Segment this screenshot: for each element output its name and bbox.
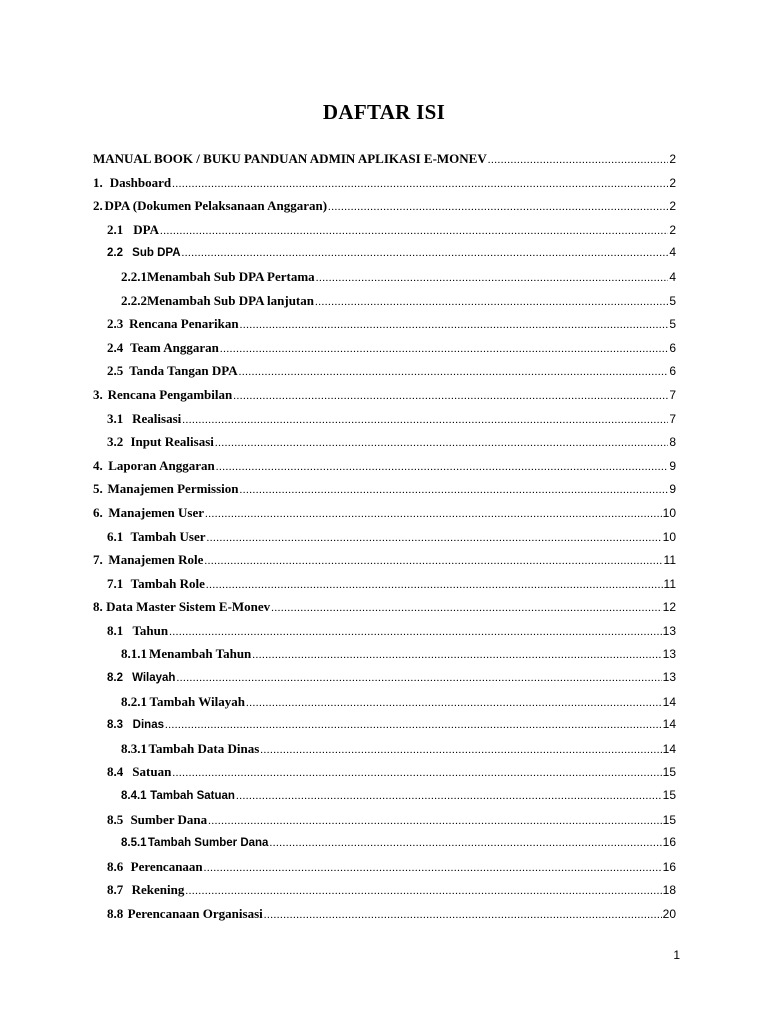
toc-entry-page: 11: [663, 576, 676, 591]
toc-entry-title: Tambah Wilayah: [149, 693, 245, 709]
toc-entry-page: 13: [662, 670, 676, 685]
toc-entry[interactable]: [93, 147, 676, 171]
dot-leader: [246, 692, 662, 716]
toc-entry-title: Perencanaan: [130, 858, 203, 874]
toc-entry[interactable]: [93, 477, 676, 501]
toc-entry-title: Menambah Sub DPA Pertama: [147, 268, 315, 284]
toc-entry-number: 7.: [93, 552, 103, 568]
dot-leader: [182, 242, 669, 266]
toc-entry-page: 14: [662, 741, 676, 756]
toc-entry[interactable]: [93, 808, 676, 832]
toc-entry[interactable]: [93, 383, 676, 407]
toc-entry-number: 1.: [93, 174, 103, 190]
page-title: DAFTAR ISI: [322, 100, 446, 124]
toc-entry-number: 8.7: [107, 882, 124, 898]
toc-entry[interactable]: [93, 548, 676, 572]
toc-entry-number: 2.2.2: [121, 292, 147, 308]
toc-entry-number: 8.: [93, 599, 103, 615]
toc-entry-title: Tambah Data Dinas: [148, 740, 260, 756]
toc-entry-number: 3.1: [107, 410, 124, 426]
toc-entry[interactable]: [93, 194, 676, 218]
toc-entry-title: Team Anggaran: [130, 339, 219, 355]
dot-leader: [252, 644, 661, 668]
dot-leader: [233, 385, 668, 409]
dot-leader: [271, 597, 661, 621]
toc-entry-title: Menambah Sub DPA lanjutan: [147, 292, 314, 308]
dot-leader: [204, 550, 662, 574]
toc-entry-title: Tambah User: [130, 528, 206, 544]
toc-entry-number: 8.1.1: [121, 646, 147, 662]
toc-entry-number: 8.4.1: [121, 790, 147, 803]
toc-entry-title: Manajemen Role: [108, 552, 204, 568]
toc-entry-title: Tahun: [132, 622, 169, 638]
toc-entry-number: 8.8: [107, 906, 124, 921]
toc-entry-page: 6: [669, 340, 676, 355]
dot-leader: [240, 314, 669, 338]
toc-entry-title: Menambah Tahun: [149, 646, 252, 662]
dot-leader: [260, 739, 661, 763]
toc-entry-page: 2: [669, 199, 676, 214]
toc-entry[interactable]: [93, 265, 676, 289]
toc-entry-title: Laporan Anggaran: [108, 457, 215, 473]
toc-entry-title: DPA (Dokumen Pelaksanaan Anggaran): [104, 198, 328, 214]
toc-entry-page: 5: [669, 293, 676, 308]
dot-leader: [172, 173, 668, 197]
toc-entry[interactable]: [93, 855, 676, 879]
toc-entry-title: Satuan: [132, 764, 172, 780]
dot-leader: [160, 220, 668, 244]
toc-entry-title: Tambah Sumber Dana: [147, 837, 269, 850]
toc-entry-title: Rekening: [131, 882, 185, 898]
toc-entry-number: 8.3: [107, 719, 123, 732]
toc-entry-title: DPA: [133, 221, 160, 237]
toc-entry-number: 2.4: [107, 339, 124, 355]
toc-entry-title: Manajemen User: [108, 504, 205, 520]
toc-entry-title: Realisasi: [132, 410, 182, 426]
toc-entry-title: Data Master Sistem E-Monev: [106, 599, 271, 615]
page-number: 1: [673, 948, 680, 962]
toc-entry[interactable]: [93, 878, 676, 902]
toc-entry-number: 3.2: [107, 434, 124, 450]
toc-entry[interactable]: [93, 218, 676, 242]
toc-entry[interactable]: [93, 831, 676, 855]
toc-entry[interactable]: [93, 760, 676, 784]
toc-entry-number: 8.5.1: [121, 837, 147, 850]
toc-entry-page: 15: [662, 765, 676, 780]
toc-entry-number: 8.5: [107, 811, 124, 827]
toc-entry[interactable]: [93, 525, 676, 549]
dot-leader: [236, 785, 662, 809]
dot-leader: [207, 527, 662, 551]
toc-entry[interactable]: [93, 336, 676, 360]
toc-entry-page: 7: [669, 387, 676, 402]
dot-leader: [169, 621, 662, 645]
toc-entry-page: 2: [669, 175, 676, 190]
dot-leader: [269, 832, 661, 856]
toc-entry-title: Perencanaan Organisasi: [127, 906, 263, 921]
toc-entry[interactable]: [93, 737, 676, 761]
toc-entry[interactable]: [93, 666, 676, 690]
toc-entry-number: 8.3.1: [121, 740, 147, 756]
toc-entry-page: 4: [669, 269, 676, 284]
toc-entry-page: 14: [662, 694, 676, 709]
toc-entry-number: 5.: [93, 481, 103, 497]
toc-entry-number: 8.1: [107, 622, 124, 638]
toc-entry-number: 6.: [93, 504, 103, 520]
toc-entry[interactable]: [93, 454, 676, 478]
toc-entry-page: 11: [663, 553, 676, 568]
toc-entry[interactable]: [93, 902, 676, 926]
toc-entry-title: Tambah Role: [130, 575, 205, 591]
toc-entry-page: 8: [669, 435, 676, 450]
dot-leader: [205, 503, 662, 527]
toc-entry-title: Sumber Dana: [130, 811, 208, 827]
toc-entry-number: 4.: [93, 457, 103, 473]
toc-entry-page: 6: [669, 364, 676, 379]
toc-entry-page: 7: [669, 411, 676, 426]
toc-entry-page: 4: [669, 245, 676, 260]
toc-entry-number: 7.1: [107, 575, 124, 591]
toc-entry-number: 2.5: [107, 363, 124, 379]
toc-entry[interactable]: [93, 359, 676, 383]
toc-entry-title: Dinas: [132, 719, 164, 732]
toc-entry-page: 5: [669, 317, 676, 332]
toc-entry-number: 2.3: [107, 316, 124, 332]
toc-entry[interactable]: [93, 289, 676, 313]
toc-entry[interactable]: [93, 430, 676, 454]
toc-entry[interactable]: [93, 312, 676, 336]
toc-entry[interactable]: [93, 642, 676, 666]
dot-leader: [204, 857, 662, 881]
toc-entry[interactable]: [93, 595, 676, 619]
toc-entry-page: 15: [662, 812, 676, 827]
dot-leader: [220, 338, 668, 362]
toc-entry-page: 13: [662, 623, 676, 638]
toc-entry-page: 16: [662, 835, 676, 850]
toc-entry-number: 8.6: [107, 858, 124, 874]
toc-entry-page: 18: [662, 883, 676, 898]
toc-entry-number: 8.2: [107, 672, 123, 685]
toc-entry[interactable]: [93, 690, 676, 714]
toc-entry-title: Wilayah: [132, 672, 176, 685]
toc-entry-title: MANUAL BOOK / BUKU PANDUAN ADMIN APLIKASI E-MONEV: [93, 151, 487, 166]
toc-entry-number: 2.2: [107, 247, 123, 260]
dot-leader: [264, 904, 662, 928]
toc-entry-number: 2.2.1: [121, 268, 147, 284]
toc-entry-number: 2.: [93, 198, 103, 214]
toc-entry[interactable]: [93, 501, 676, 525]
toc-entry-page: 16: [662, 859, 676, 874]
dot-leader: [208, 810, 662, 834]
toc-entry-page: 9: [669, 482, 676, 497]
toc-entry-page: 14: [662, 717, 676, 732]
dot-leader: [316, 267, 669, 291]
dot-leader: [206, 574, 663, 598]
toc-entry-page: 12: [662, 600, 676, 615]
toc-entry-number: 8.2.1: [121, 693, 147, 709]
toc-entry-number: 2.1: [107, 221, 124, 237]
dot-leader: [182, 409, 668, 433]
toc-entry-number: 8.4: [107, 764, 124, 780]
toc-entry-title: Input Realisasi: [130, 434, 214, 450]
toc-entry-page: 13: [662, 647, 676, 662]
dot-leader: [185, 880, 661, 904]
toc-entry[interactable]: [93, 241, 676, 265]
toc-entry-title: Rencana Penarikan: [129, 316, 239, 332]
dot-leader: [315, 291, 668, 315]
toc-entry[interactable]: [93, 171, 676, 195]
toc-entry[interactable]: [93, 619, 676, 643]
toc-entry-title: Dashboard: [109, 174, 172, 190]
toc-entry-page: 20: [662, 907, 676, 921]
toc-entry-page: 10: [662, 505, 676, 520]
toc-entry[interactable]: [93, 407, 676, 431]
dot-leader: [165, 714, 662, 738]
dot-leader: [240, 479, 669, 503]
toc-entry-page: 2: [669, 222, 676, 237]
dot-leader: [328, 196, 668, 220]
toc-entry-title: Tambah Satuan: [150, 790, 235, 803]
toc-entry-title: Tanda Tangan DPA: [129, 363, 238, 379]
dot-leader: [176, 667, 661, 691]
toc-entry-page: 15: [662, 788, 676, 803]
toc-entry[interactable]: [93, 713, 676, 737]
toc-entry-number: 3.: [93, 386, 103, 402]
toc-entry-page: 2: [669, 152, 676, 166]
toc-entry[interactable]: [93, 572, 676, 596]
toc-entry-title: Sub DPA: [132, 247, 181, 260]
toc-entry-number: 6.1: [107, 528, 124, 544]
toc-entry-title: Manajemen Permission: [107, 481, 239, 497]
dot-leader: [172, 762, 661, 786]
toc-entry[interactable]: [93, 784, 676, 808]
dot-leader: [239, 361, 669, 385]
dot-leader: [215, 432, 668, 456]
toc-entry-page: 9: [669, 458, 676, 473]
table-of-contents: [93, 147, 676, 926]
toc-entry-title: Rencana Pengambilan: [107, 386, 233, 402]
dot-leader: [488, 149, 669, 173]
dot-leader: [216, 456, 669, 480]
toc-entry-page: 10: [662, 529, 676, 544]
